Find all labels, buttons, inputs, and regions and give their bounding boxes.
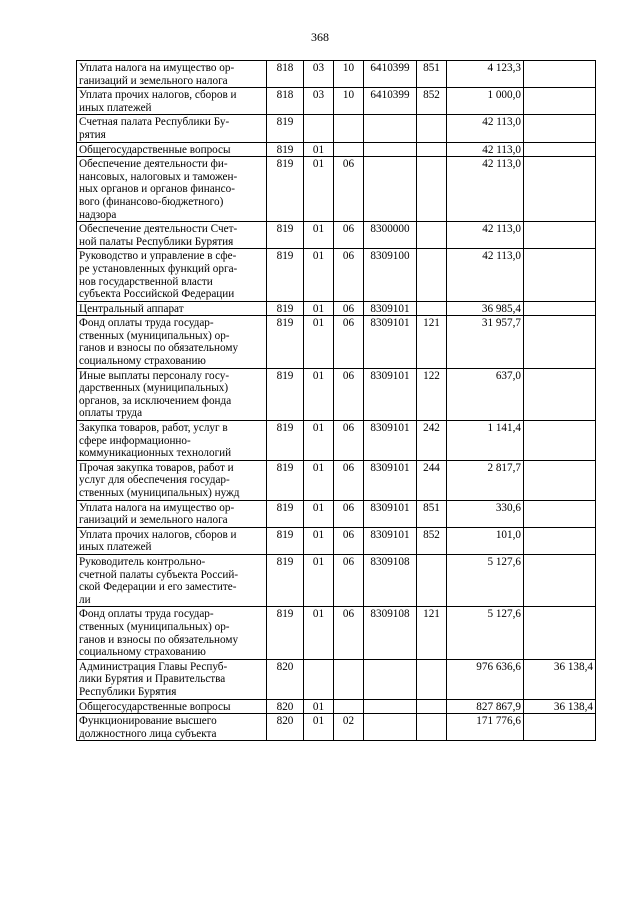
subsection-code: 06 bbox=[334, 316, 364, 368]
expense-type-code bbox=[417, 115, 447, 142]
row-name: Обеспечение деятельности фи- нансовых, налоговых и таможен- ных органов и органов финансо- вого (финансово-бюджетного) надзора bbox=[77, 157, 267, 222]
table-row bbox=[77, 157, 596, 222]
expense-type-code: 852 bbox=[417, 527, 447, 554]
amount-extra bbox=[524, 88, 596, 115]
row-name: Обеспечение деятельности Счет- ной палаты Республики Бурятия bbox=[77, 222, 267, 249]
section-code: 01 bbox=[304, 714, 334, 741]
subsection-code: 02 bbox=[334, 714, 364, 741]
amount-extra bbox=[524, 500, 596, 527]
target-article-code: 8309100 bbox=[364, 249, 417, 301]
amount-extra bbox=[524, 607, 596, 659]
section-code: 01 bbox=[304, 368, 334, 420]
target-article-code bbox=[364, 714, 417, 741]
subsection-code bbox=[334, 659, 364, 699]
target-article-code: 6410399 bbox=[364, 88, 417, 115]
amount-extra: 36 138,4 bbox=[524, 659, 596, 699]
ministry-code: 818 bbox=[267, 61, 304, 88]
subsection-code bbox=[334, 699, 364, 714]
target-article-code: 8300000 bbox=[364, 222, 417, 249]
table-body bbox=[77, 61, 596, 741]
row-name: Функционирование высшего должностного лица субъекта bbox=[77, 714, 267, 741]
section-code: 01 bbox=[304, 699, 334, 714]
amount: 1 000,0 bbox=[447, 88, 524, 115]
amount-extra bbox=[524, 527, 596, 554]
table-row bbox=[77, 659, 596, 699]
section-code: 01 bbox=[304, 421, 334, 461]
budget-table bbox=[76, 60, 596, 741]
ministry-code: 819 bbox=[267, 222, 304, 249]
amount-extra bbox=[524, 316, 596, 368]
subsection-code bbox=[334, 115, 364, 142]
subsection-code: 06 bbox=[334, 607, 364, 659]
row-name: Закупка товаров, работ, услуг в сфере информационно- коммуникационных технологий bbox=[77, 421, 267, 461]
subsection-code: 10 bbox=[334, 88, 364, 115]
target-article-code bbox=[364, 659, 417, 699]
amount: 5 127,6 bbox=[447, 554, 524, 606]
amount: 4 123,3 bbox=[447, 61, 524, 88]
row-name: Иные выплаты персоналу госу- дарственных (муниципальных) органов, за исключением фонда оплаты труда bbox=[77, 368, 267, 420]
amount-extra bbox=[524, 554, 596, 606]
subsection-code: 06 bbox=[334, 368, 364, 420]
amount-extra bbox=[524, 222, 596, 249]
row-name: Уплата налога на имущество ор- ганизаций и земельного налога bbox=[77, 500, 267, 527]
ministry-code: 819 bbox=[267, 142, 304, 157]
amount: 171 776,6 bbox=[447, 714, 524, 741]
amount: 2 817,7 bbox=[447, 460, 524, 500]
table-row bbox=[77, 222, 596, 249]
expense-type-code: 851 bbox=[417, 61, 447, 88]
subsection-code: 06 bbox=[334, 527, 364, 554]
section-code: 01 bbox=[304, 460, 334, 500]
ministry-code: 819 bbox=[267, 500, 304, 527]
expense-type-code bbox=[417, 301, 447, 316]
amount-extra bbox=[524, 714, 596, 741]
table-row bbox=[77, 714, 596, 741]
amount-extra bbox=[524, 115, 596, 142]
expense-type-code: 244 bbox=[417, 460, 447, 500]
ministry-code: 819 bbox=[267, 249, 304, 301]
amount: 976 636,6 bbox=[447, 659, 524, 699]
target-article-code: 8309101 bbox=[364, 527, 417, 554]
ministry-code: 818 bbox=[267, 88, 304, 115]
expense-type-code: 242 bbox=[417, 421, 447, 461]
amount: 42 113,0 bbox=[447, 142, 524, 157]
amount-extra bbox=[524, 421, 596, 461]
amount-extra bbox=[524, 460, 596, 500]
row-name: Фонд оплаты труда государ- ственных (муниципальных) ор- ганов и взносы по обязательному социальному страхованию bbox=[77, 607, 267, 659]
section-code bbox=[304, 115, 334, 142]
target-article-code: 8309101 bbox=[364, 460, 417, 500]
ministry-code: 819 bbox=[267, 157, 304, 222]
table-row bbox=[77, 115, 596, 142]
amount-extra bbox=[524, 157, 596, 222]
section-code: 01 bbox=[304, 316, 334, 368]
ministry-code: 819 bbox=[267, 554, 304, 606]
subsection-code bbox=[334, 142, 364, 157]
target-article-code: 8309101 bbox=[364, 316, 417, 368]
amount-extra bbox=[524, 142, 596, 157]
ministry-code: 819 bbox=[267, 115, 304, 142]
row-name: Уплата налога на имущество ор- ганизаций и земельного налога bbox=[77, 61, 267, 88]
amount: 330,6 bbox=[447, 500, 524, 527]
section-code bbox=[304, 659, 334, 699]
target-article-code: 8309101 bbox=[364, 368, 417, 420]
table-row bbox=[77, 249, 596, 301]
section-code: 01 bbox=[304, 249, 334, 301]
subsection-code: 06 bbox=[334, 554, 364, 606]
expense-type-code: 121 bbox=[417, 607, 447, 659]
ministry-code: 819 bbox=[267, 460, 304, 500]
section-code: 01 bbox=[304, 301, 334, 316]
ministry-code: 820 bbox=[267, 714, 304, 741]
expense-type-code: 851 bbox=[417, 500, 447, 527]
expense-type-code bbox=[417, 699, 447, 714]
amount: 31 957,7 bbox=[447, 316, 524, 368]
row-name: Уплата прочих налогов, сборов и иных платежей bbox=[77, 88, 267, 115]
amount: 42 113,0 bbox=[447, 157, 524, 222]
ministry-code: 819 bbox=[267, 421, 304, 461]
amount: 637,0 bbox=[447, 368, 524, 420]
expense-type-code bbox=[417, 659, 447, 699]
target-article-code: 8309101 bbox=[364, 421, 417, 461]
amount: 36 985,4 bbox=[447, 301, 524, 316]
row-name: Общегосударственные вопросы bbox=[77, 142, 267, 157]
expense-type-code: 122 bbox=[417, 368, 447, 420]
ministry-code: 819 bbox=[267, 607, 304, 659]
expense-type-code bbox=[417, 157, 447, 222]
amount-extra: 36 138,4 bbox=[524, 699, 596, 714]
table-row bbox=[77, 61, 596, 88]
amount: 827 867,9 bbox=[447, 699, 524, 714]
row-name: Администрация Главы Респуб- лики Бурятия и Правительства Республики Бурятия bbox=[77, 659, 267, 699]
table-row bbox=[77, 142, 596, 157]
table-row bbox=[77, 527, 596, 554]
table-row bbox=[77, 421, 596, 461]
table-row bbox=[77, 699, 596, 714]
amount-extra bbox=[524, 249, 596, 301]
table-row bbox=[77, 88, 596, 115]
row-name: Центральный аппарат bbox=[77, 301, 267, 316]
ministry-code: 819 bbox=[267, 301, 304, 316]
amount: 42 113,0 bbox=[447, 115, 524, 142]
amount: 5 127,6 bbox=[447, 607, 524, 659]
ministry-code: 820 bbox=[267, 699, 304, 714]
target-article-code bbox=[364, 115, 417, 142]
row-name: Счетная палата Республики Бу- рятия bbox=[77, 115, 267, 142]
section-code: 01 bbox=[304, 527, 334, 554]
expense-type-code bbox=[417, 554, 447, 606]
ministry-code: 820 bbox=[267, 659, 304, 699]
subsection-code: 06 bbox=[334, 157, 364, 222]
expense-type-code bbox=[417, 249, 447, 301]
ministry-code: 819 bbox=[267, 316, 304, 368]
row-name: Фонд оплаты труда государ- ственных (муниципальных) ор- ганов и взносы по обязательному социальному страхованию bbox=[77, 316, 267, 368]
table-row bbox=[77, 301, 596, 316]
expense-type-code bbox=[417, 142, 447, 157]
expense-type-code: 852 bbox=[417, 88, 447, 115]
section-code: 01 bbox=[304, 222, 334, 249]
target-article-code: 8309108 bbox=[364, 607, 417, 659]
section-code: 01 bbox=[304, 500, 334, 527]
subsection-code: 06 bbox=[334, 421, 364, 461]
table-row bbox=[77, 500, 596, 527]
section-code: 01 bbox=[304, 554, 334, 606]
row-name: Прочая закупка товаров, работ и услуг для обеспечения государ- ственных (муниципальных) нужд bbox=[77, 460, 267, 500]
table-row bbox=[77, 316, 596, 368]
section-code: 01 bbox=[304, 142, 334, 157]
expense-type-code bbox=[417, 714, 447, 741]
ministry-code: 819 bbox=[267, 368, 304, 420]
target-article-code: 8309101 bbox=[364, 301, 417, 316]
amount: 1 141,4 bbox=[447, 421, 524, 461]
amount-extra bbox=[524, 368, 596, 420]
row-name: Руководство и управление в сфе- ре установленных функций орга- нов государственной власти субъекта Российской Федерации bbox=[77, 249, 267, 301]
table-row bbox=[77, 554, 596, 606]
table-row bbox=[77, 607, 596, 659]
subsection-code: 06 bbox=[334, 222, 364, 249]
target-article-code: 8309108 bbox=[364, 554, 417, 606]
target-article-code: 6410399 bbox=[364, 61, 417, 88]
section-code: 01 bbox=[304, 607, 334, 659]
row-name: Руководитель контрольно- счетной палаты субъекта Россий- ской Федерации и его заместите- ли bbox=[77, 554, 267, 606]
expense-type-code: 121 bbox=[417, 316, 447, 368]
amount-extra bbox=[524, 301, 596, 316]
amount: 101,0 bbox=[447, 527, 524, 554]
section-code: 01 bbox=[304, 157, 334, 222]
table-row bbox=[77, 368, 596, 420]
subsection-code: 06 bbox=[334, 249, 364, 301]
page-number: 368 bbox=[311, 30, 329, 44]
ministry-code: 819 bbox=[267, 527, 304, 554]
section-code: 03 bbox=[304, 88, 334, 115]
row-name: Общегосударственные вопросы bbox=[77, 699, 267, 714]
subsection-code: 06 bbox=[334, 460, 364, 500]
section-code: 03 bbox=[304, 61, 334, 88]
target-article-code bbox=[364, 142, 417, 157]
amount: 42 113,0 bbox=[447, 222, 524, 249]
expense-type-code bbox=[417, 222, 447, 249]
subsection-code: 06 bbox=[334, 301, 364, 316]
amount-extra bbox=[524, 61, 596, 88]
amount: 42 113,0 bbox=[447, 249, 524, 301]
subsection-code: 06 bbox=[334, 500, 364, 527]
row-name: Уплата прочих налогов, сборов и иных платежей bbox=[77, 527, 267, 554]
table-row bbox=[77, 460, 596, 500]
subsection-code: 10 bbox=[334, 61, 364, 88]
target-article-code bbox=[364, 157, 417, 222]
target-article-code bbox=[364, 699, 417, 714]
target-article-code: 8309101 bbox=[364, 500, 417, 527]
